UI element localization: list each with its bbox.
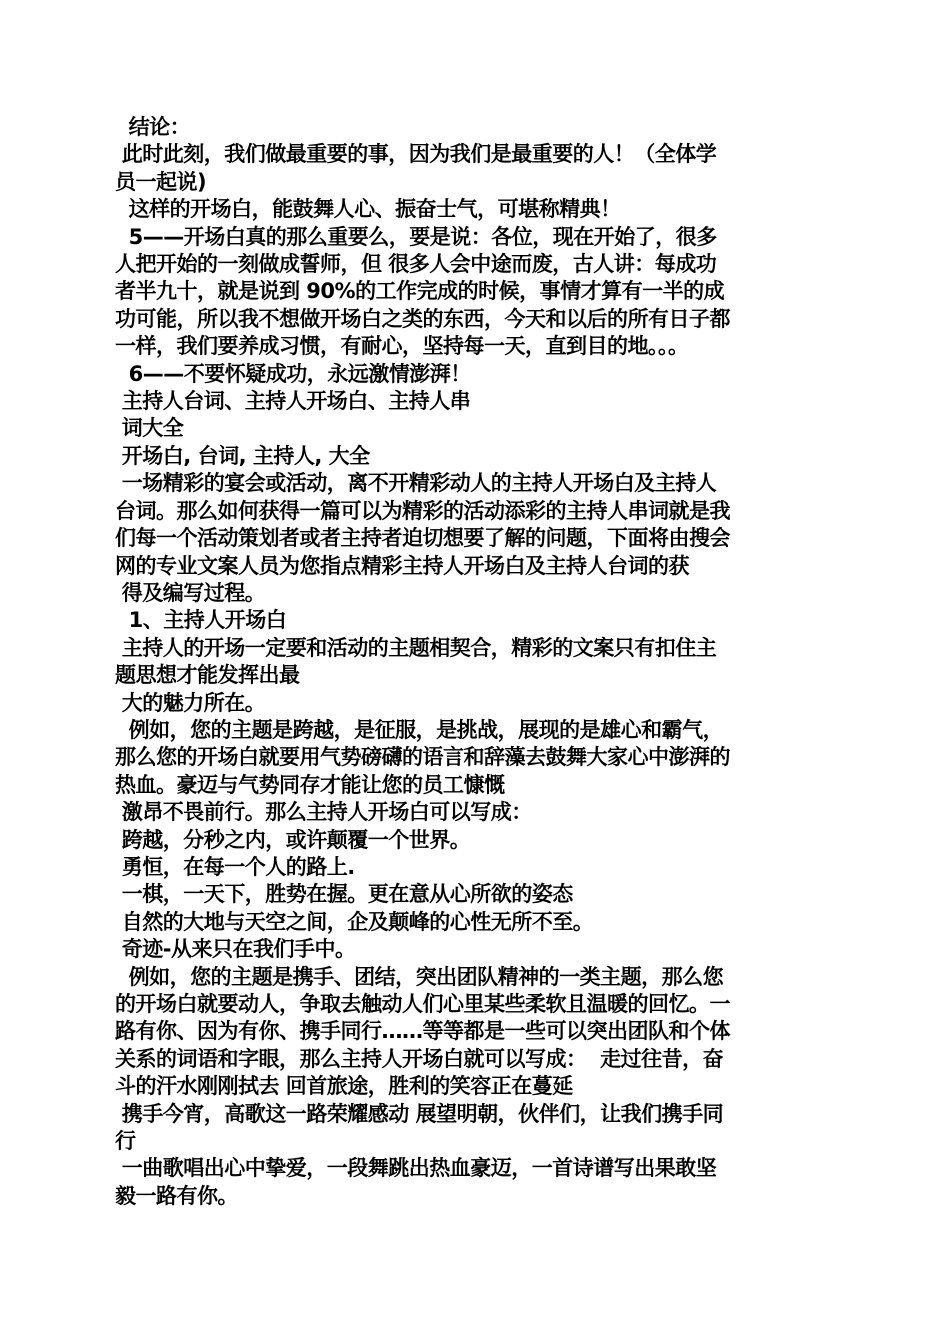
text-line: 一场精彩的宴会或活动，离不开精彩动人的主持人开场白及主持人 (115, 471, 717, 496)
text-line: 一样，我们要养成习惯，有耐心，坚持每一天，直到目的地。。。 (115, 334, 689, 359)
text-line: 人把开始的一刻做成誓师，但 很多人会中途而废，古人讲：每成功 (115, 252, 717, 277)
text-line: 一曲歌唱出心中挚爱，一段舞跳出热血豪迈，一首诗谱写出果敢坚 (115, 1156, 717, 1181)
text-line: 功可能，所以我不想做开场白之类的东西，今天和以后的所有日子都 (115, 306, 730, 331)
text-line: 斗的汗水刚刚拭去 回首旅途，胜利的笑容正在蔓延 (115, 1074, 573, 1099)
text-line: 主持人的开场一定要和活动的主题相契合，精彩的文案只有扣住主 (115, 635, 717, 660)
text-line: 员一起说) (115, 169, 207, 194)
heading-line: 主持人台词、主持人开场白、主持人串 (115, 389, 471, 414)
text-line: 奇迹-从来只在我们手中。 (115, 937, 356, 962)
text-line: 激昂不畏前行。那么主持人开场白可以写成： (115, 800, 532, 825)
text-line: 那么您的开场白就要用气势磅礴的语言和辞藻去鼓舞大家心中澎湃的 (115, 745, 730, 770)
text-line: 一棋，一天下，胜势在握。更在意从心所欲的姿态 (115, 882, 573, 907)
text-line: 大的魅力所在。 (115, 690, 266, 715)
text-line: 自然的大地与天空之间，企及颠峰的心性无所不至。 (115, 909, 594, 934)
text-line: 关系的词语和字眼，那么主持人开场白就可以写成： 走过往昔，奋 (115, 1046, 724, 1071)
text-line: 此时此刻，我们做最重要的事，因为我们是最重要的人！（全体学 (115, 142, 717, 167)
text-line: 结论： (115, 115, 191, 139)
section-heading: 1、主持人开场白 (115, 608, 287, 633)
keywords-line: 开场白, 台词, 主持人, 大全 (115, 443, 370, 468)
text-line: 携手今宵，高歌这一路荣耀感动 展望明朝，伙伴们，让我们携手同 (115, 1101, 724, 1126)
heading-line: 词大全 (115, 416, 184, 441)
text-line: 毅一路有你。 (115, 1183, 238, 1208)
text-line: 路有你、因为有你、携手同行……等等都是一些可以突出团队和个体 (115, 1019, 730, 1044)
text-line: 6——不要怀疑成功，永远激情澎湃！ (115, 361, 471, 386)
text-line: 的开场白就要动人，争取去触动人们心里某些柔软且温暖的回忆。一 (115, 992, 730, 1016)
text-line: 勇恒，在每一个人的路上. (115, 854, 355, 879)
text-line: 行 (115, 1129, 136, 1154)
text-line: 网的专业文案人员为您指点精彩主持人开场白及主持人台词的获 (115, 553, 689, 578)
text-line: 5——开场白真的那么重要么，要是说：各位，现在开始了，很多 (115, 224, 717, 249)
text-line: 得及编写过程。 (115, 580, 266, 605)
text-line: 例如，您的主题是携手、团结，突出团队精神的一类主题，那么您 (115, 964, 724, 989)
text-line: 热血。豪迈与气势同存才能让您的员工慷慨 (115, 772, 505, 797)
text-line: 台词。那么如何获得一篇可以为精彩的活动添彩的主持人串词就是我 (115, 498, 730, 523)
text-line: 这样的开场白，能鼓舞人心、振奋士气，可堪称精典！ (115, 197, 621, 222)
text-line: 者半九十，就是说到 90%的工作完成的时候，事情才算有一半的成 (115, 279, 725, 304)
text-line: 例如，您的主题是跨越，是征服，是挑战，展现的是雄心和霸气， (115, 717, 724, 742)
document-body (115, 114, 840, 1210)
text-line: 跨越，分秒之内，或许颠覆一个世界。 (115, 827, 471, 852)
text-line: 们每一个活动策划者或者主持者迫切想要了解的问题，下面将由搜会 (115, 526, 730, 551)
text-line: 题思想才能发挥出最 (115, 663, 300, 688)
